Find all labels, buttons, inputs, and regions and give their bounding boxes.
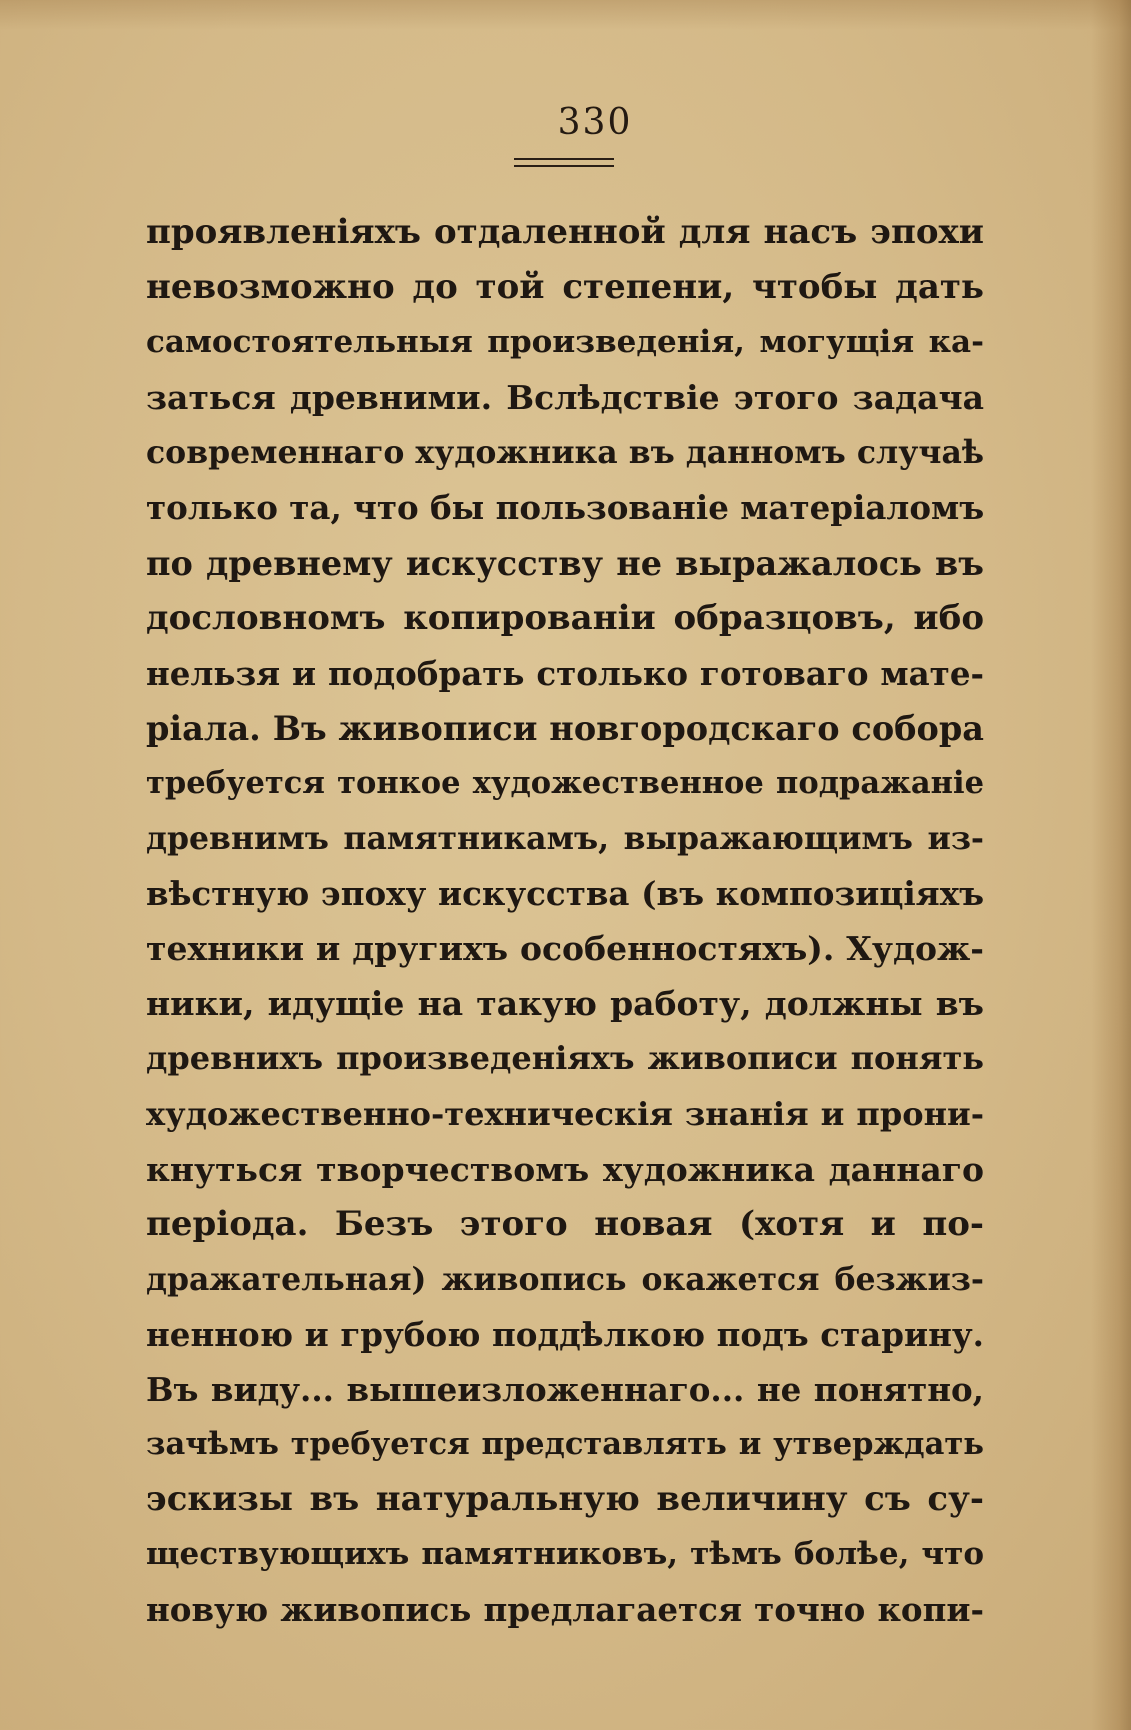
text-line: современнаго художника въ данномъ случаѣ: [146, 434, 984, 472]
text-line: древнихъ произведеніяхъ живописи понять: [146, 1039, 984, 1078]
text-line: ники, идущіе на такую работу, должны въ: [146, 984, 984, 1024]
text-line: дражательная) живопись окажется безжиз-: [146, 1260, 984, 1298]
text-line: техники и другихъ особенностяхъ). Худож-: [146, 929, 984, 969]
text-line: самостоятельныя произведенія, могущія ка-: [146, 324, 984, 361]
text-line: ненною и грубою поддѣлкою подъ старину.: [146, 1314, 984, 1354]
text-line: древнимъ памятникамъ, выражающимъ из-: [146, 820, 984, 858]
text-line: эскизы въ натуральную величину съ су-: [146, 1479, 984, 1520]
text-line: дословномъ копированіи образцовъ, ибо: [146, 597, 984, 638]
text-line: ріала. Въ живописи новгородскаго собора: [146, 708, 984, 748]
text-line: періода. Безъ этого новая (хотя и по-: [146, 1203, 984, 1244]
text-line: по древнему искусству не выражалось въ: [146, 543, 984, 583]
page-top-shadow: [0, 0, 1131, 30]
text-line: только та, что бы пользованіе матеріаломъ: [146, 488, 984, 528]
page-number-rule: [514, 158, 614, 167]
text-line: заться древними. Вслѣдствіе этого задача: [146, 378, 984, 418]
text-line: кнуться творчествомъ художника даннаго: [146, 1149, 984, 1189]
text-line: проявленіяхъ отдаленной для насъ эпохи: [146, 212, 984, 252]
text-line: художественно-техническія знанія и прони-: [146, 1094, 984, 1133]
text-line: новую живопись предлагается точно копи-: [146, 1590, 984, 1630]
page-edge-shadow: [1091, 0, 1131, 1730]
text-line: зачѣмъ требуется представлять и утверждать: [146, 1426, 984, 1463]
text-line: Въ виду... вышеизложеннаго... не понятно,: [146, 1369, 984, 1409]
text-line: вѣстную эпоху искусства (въ композиціяхъ: [146, 874, 984, 914]
text-line: ществующихъ памятниковъ, тѣмъ болѣе, что: [146, 1536, 984, 1573]
page-number: 330: [557, 102, 633, 143]
text-line: нельзя и подобрать столько готоваго мате-: [146, 653, 984, 693]
text-line: невозможно до той степени, чтобы дать: [146, 267, 984, 308]
text-line: требуется тонкое художественное подражаніе: [146, 764, 984, 801]
body-text: [146, 205, 984, 1637]
